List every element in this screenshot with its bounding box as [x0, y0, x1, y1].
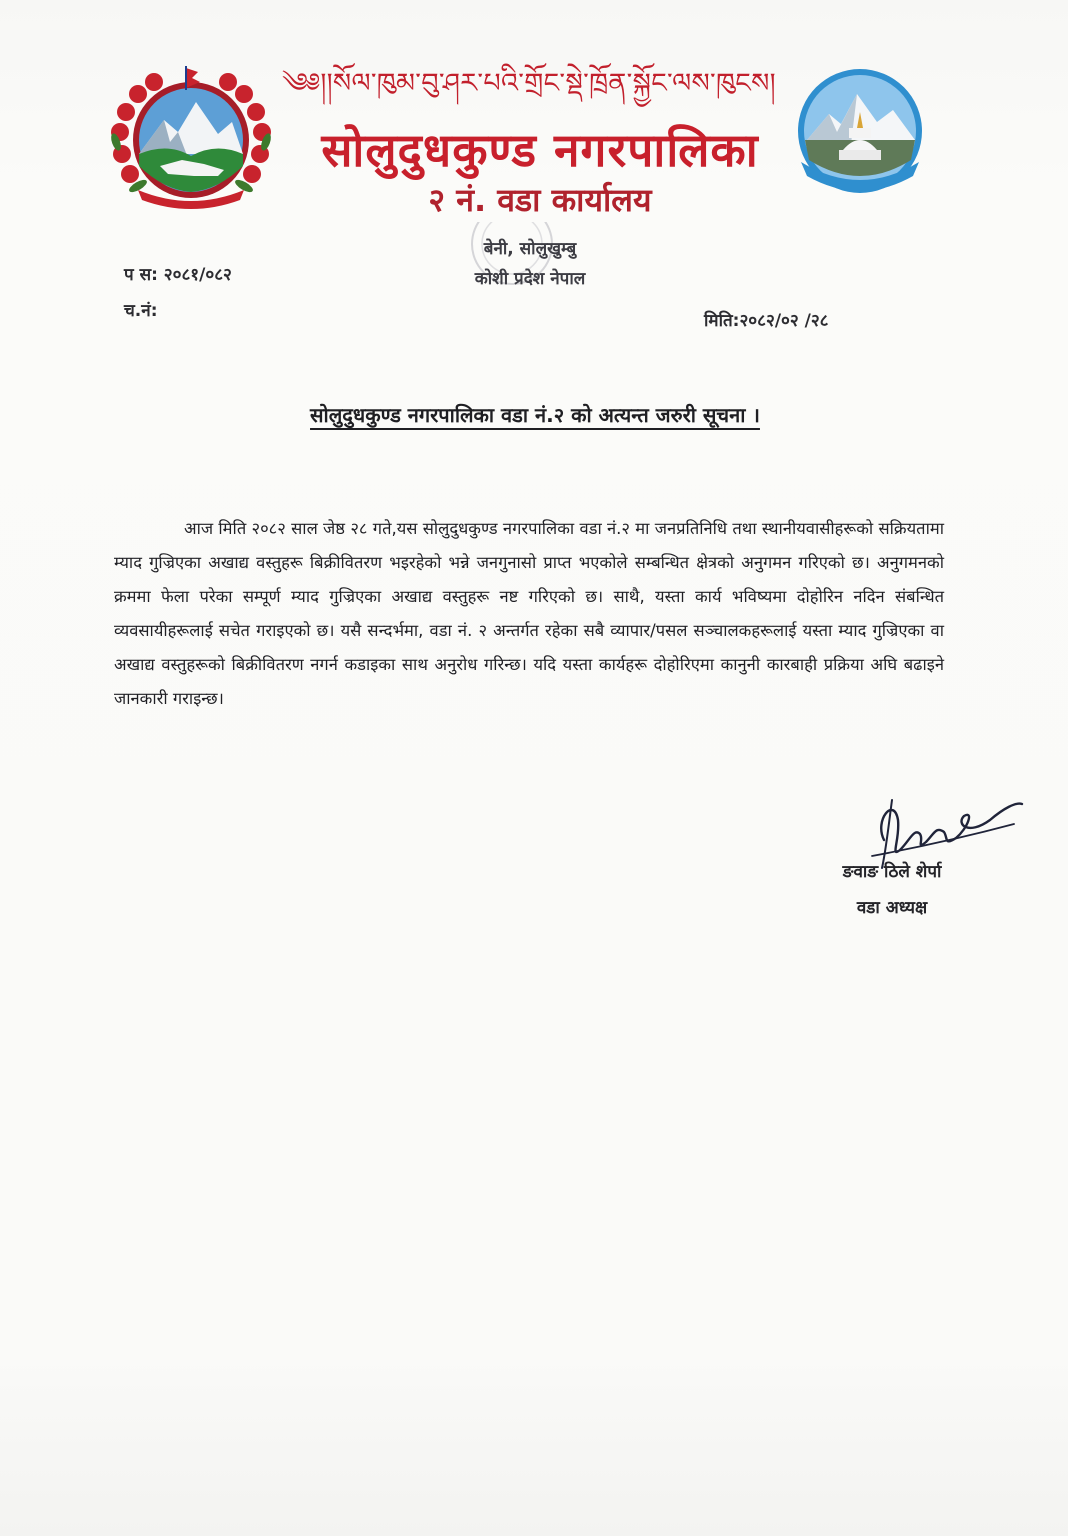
signatory-title: वडा अध्यक्ष — [856, 898, 928, 918]
municipality-name: सोलुदुधकुण्ड नगरपालिका — [321, 123, 759, 177]
letter-date: मिति:२०८२/०२ /२८ — [704, 311, 829, 331]
signatory-name: ङवाङ ठिले शेर्पा — [842, 862, 942, 882]
nepal-emblem-logo — [108, 62, 274, 212]
dispatch-number: च.नं: — [124, 301, 158, 321]
stamp-location-line: बेनी, सोलुखुम्बु — [483, 239, 577, 259]
stamp-province-line: कोशी प्रदेश नेपाल — [474, 269, 586, 289]
letter-reference-number: प स: २०८१/०८२ — [124, 265, 232, 285]
municipality-logo — [795, 66, 925, 196]
ward-office-title: २ नं. वडा कार्यालय — [428, 181, 652, 219]
notice-body: आज मिति २०८२ साल जेष्ठ २८ गते,यस सोलुदुधकुण्ड नगरपालिका वडा नं.२ मा जनप्रतिनिधि तथा स्थानीयवासीहरूको सक्रियतामा म्याद गुज्रिएका अखाद्य वस्तुहरू बिक्रीवितरण भइरहेको भन्ने जनगुनासो प्राप्त भएकोले सम्बन्धित क्षेत्रको अनुगमन गरिएको छ। अनुगमनको क्रममा फेला परेका सम्पूर्ण म्याद गुज्रिएका अखाद्य वस्तुहरू नष्ट गरिएको छ। साथै, यस्ता कार्य भविष्यमा दोहोरिन नदिन संबन्धित व्यवसायीहरूलाई सचेत गराइएको छ। यसै सन्दर्भमा, वडा नं. २ अन्तर्गत रहेका सबै व्यापार/पसल सञ्चालकहरूलाई यस्ता म्याद गुज्रिएका वा अखाद्य वस्तुहरूको बिक्रीवितरण नगर्न कडाइका साथ अनुरोध गरिन्छ। यदि यस्ता कार्यहरू दोहोरिएमा कानुनी कारबाही प्रक्रिया अघि बढाइने जानकारी गराइन्छ। — [114, 519, 944, 708]
tibetan-header-text: ༄༅།།སོལ་ཁུམ་བུ་ཤར་པའི་གྲོང་སྡེ་ཁྲོན་སྐྱོང་ལས་ཁུངས། — [282, 68, 776, 99]
office-stamp — [440, 222, 620, 332]
notice-title: सोलुदुधकुण्ड नगरपालिका वडा नं.२ को अत्यन्त जरुरी सूचना । — [310, 403, 760, 427]
